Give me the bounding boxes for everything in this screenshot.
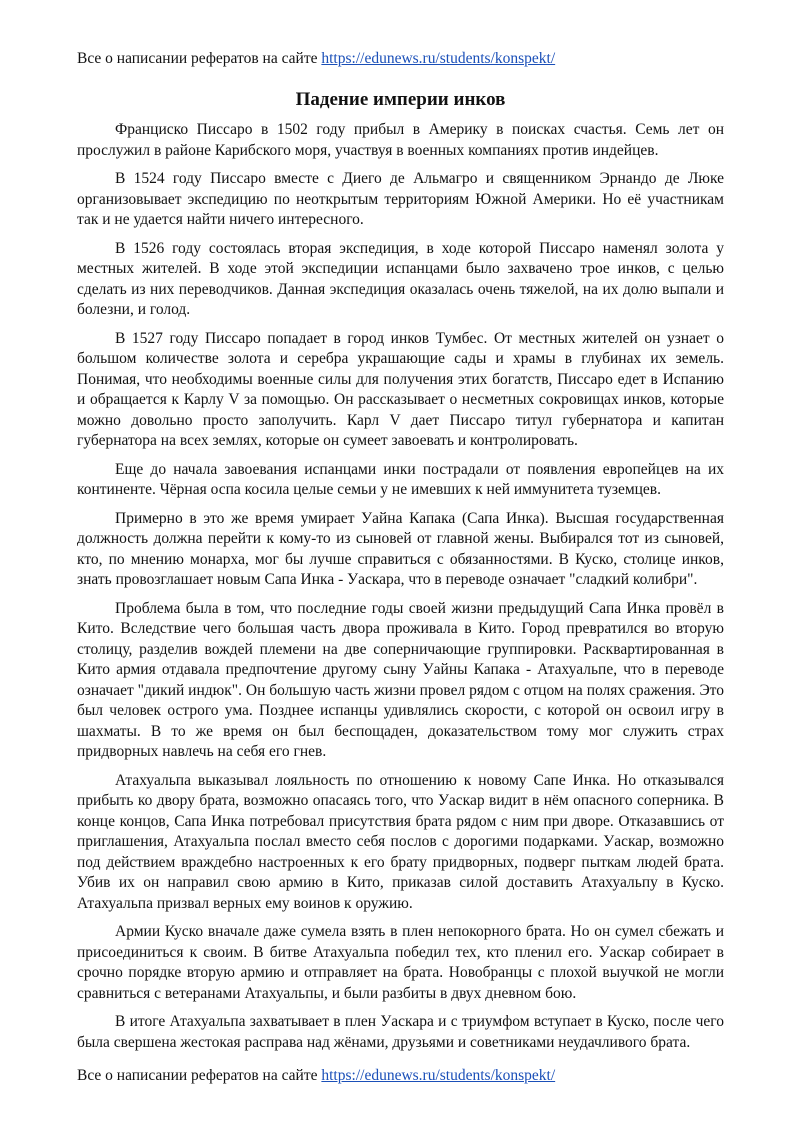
paragraph-9: Армии Куско вначале даже сумела взять в плен непокорного брата. Но он сумел сбежать и присоединиться к своим. В битве Атахуальпа победил тех, кто пленил его. Уаскар собирает в срочно порядке вторую армию и отправляет на брата. Новобранцы с плохой выучкой не могли сравниться с ветеранами Атахуальпы, и были разбиты в двух дневном бою. — [77, 923, 724, 1002]
paragraph-3: В 1526 году состоялась вторая экспедиция, в ходе которой Писсаро наменял золота у местных жителей. В ходе этой экспедиции испанцами было захвачено трое инков, с целью сделать из них переводчиков. Данная экспедиция оказалась очень тяжелой, на их долю выпали и болезни, и голод. — [77, 239, 724, 318]
header-link[interactable]: https://edunews.ru/students/konspekt/ — [321, 50, 556, 67]
page-header — [77, 49, 555, 69]
document-title: Падение империи инков — [295, 89, 506, 110]
paragraph-10: В итоге Атахуальпа захватывает в плен Уаскара и с триумфом вступает в Куско, после чего была свершена жестокая расправа над жёнами, друзьями и советниками неудачливого брата. — [77, 1013, 724, 1051]
paragraph-6: Примерно в это же время умирает Уайна Капака (Сапа Инка). Высшая государственная должность должна перейти к кому-то из сыновей от главной жены. Выбирался тот из сыновей, кто, по мнению монарха, мог бы лучше справиться с обязанностями. В Куско, столице инков, знать провозглашает новым Сапа Инка - Уаскара, что в переводе означает "сладкий колибри". — [77, 509, 724, 588]
document-body — [77, 88, 724, 1061]
header-text: Все о написании рефератов на сайте — [77, 50, 322, 67]
paragraph-8: Атахуальпа выказывал лояльность по отношению к новому Сапе Инка. Но отказывался прибыть ко двору брата, возможно опасаясь того, что Уаскар видит в нём опасного соперника. В конце концов, Сапа Инка потребовал присутствия брата рядом с ним при дворе. Отказавшись от приглашения, Атахуальпа послал вместо себя послов с дорогими подарками. Уаскар, возможно под действием враждебно настроенных к его брату придворных, подверг пыткам людей брата. Убив их он направил свою армию в Кито, приказав силой доставить Атахуальпу в Куско. Атахуальпа призвал верных ему воинов к оружию. — [77, 771, 724, 912]
paragraph-2: В 1524 году Писсаро вместе с Диего де Альмагро и священником Эрнандо де Люке организовывает экспедицию по неоткрытым территориям Южной Америки. Но её участникам так и не удается найти ничего интересного. — [77, 170, 724, 228]
footer-link[interactable]: https://edunews.ru/students/konspekt/ — [321, 1067, 556, 1084]
paragraph-7: Проблема была в том, что последние годы своей жизни предыдущий Сапа Инка провёл в Кито. Вследствие чего большая часть двора проживала в Кито. Город превратился во вторую столицу, разделив вождей племени на две соперничающие группировки. Расквартированная в Кито армия отдавала предпочтение другому сыну Уайны Капака - Атахуальпе, что в переводе означает "дикий индюк". Он большую часть жизни провел рядом с отцом на полях сражения. Это был человек острого ума. Позднее испанцы удивлялись скорости, с которой он освоил игру в шахматы. В то же время он был беспощаден, доказательством тому мог служить страх придворных навлечь на себя его гнев. — [77, 599, 724, 760]
paragraph-4: В 1527 году Писсаро попадает в город инков Тумбес. От местных жителей он узнает о большом количестве золота и серебра украшающие сады и храмы в глубинах их земель. Понимая, что необходимы военные силы для получения этих богатств, Писсаро едет в Испанию и обращается к Карлу V за помощью. Он рассказывает о несметных сокровищах инков, которые можно довольно просто заполучить. Карл V дает Писсаро титул губернатора и капитан губернатора на всех землях, которые он сумеет завоевать и контролировать. — [77, 329, 724, 449]
paragraph-5: Еще до начала завоевания испанцами инки пострадали от появления европейцев на их континенте. Чёрная оспа косила целые семьи у не имевших к ней иммунитета туземцев. — [77, 460, 724, 498]
page-footer — [77, 1066, 555, 1086]
footer-text: Все о написании рефератов на сайте — [77, 1067, 322, 1084]
paragraph-1: Франциско Писсаро в 1502 году прибыл в Америку в поисках счастья. Семь лет он прослужил в районе Карибского моря, участвуя в военных компаниях против индейцев. — [77, 121, 724, 159]
